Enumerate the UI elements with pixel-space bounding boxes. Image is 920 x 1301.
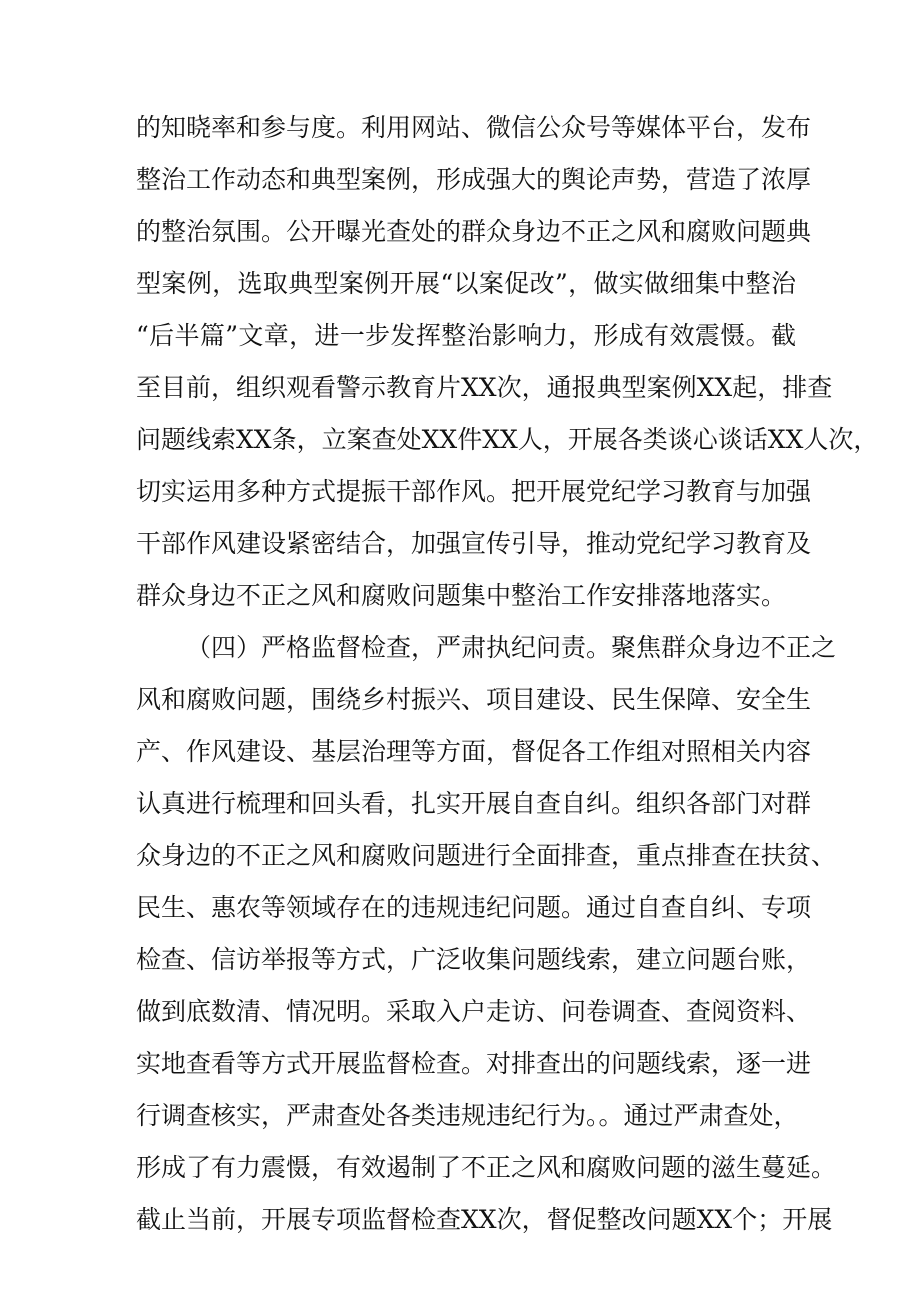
paragraph-line: 干部作风建设紧密结合，加强宣传引导，推动党纪学习教育及 (136, 529, 812, 558)
paragraph-line: 民生、惠农等领域存在的违规违纪问题。通过自查自纠、专项 (136, 893, 812, 922)
section-heading-line: （四）严格监督检查，严肃执纪问责。聚焦群众身边不正之 (186, 633, 837, 662)
paragraph-line: 问题线索XX条，立案查处XX件XX人，开展各类谈心谈话XX人次， (136, 425, 879, 454)
paragraph-line-last: 群众身边不正之风和腐败问题集中整治工作安排落地落实。 (136, 581, 787, 610)
paragraph-line: 截止当前，开展专项监督检查XX次，督促整改问题XX个；开展 (136, 1205, 833, 1234)
paragraph-line: 的整治氛围。公开曝光查处的群众身边不正之风和腐败问题典 (136, 217, 812, 246)
paragraph-line: 形成了有力震慑，有效遏制了不正之风和腐败问题的滋生蔓延。 (136, 1153, 837, 1182)
paragraph-line: 检查、信访举报等方式，广泛收集问题线索，建立问题台账， (136, 945, 812, 974)
paragraph-line: 整治工作动态和典型案例，形成强大的舆论声势，营造了浓厚 (136, 165, 812, 194)
paragraph-line: 做到底数清、情况明。采取入户走访、问卷调查、查阅资料、 (136, 997, 812, 1026)
paragraph-line: 切实运用多种方式提振干部作风。把开展党纪学习教育与加强 (136, 477, 812, 506)
paragraph-line: 风和腐败问题，围绕乡村振兴、项目建设、民生保障、安全生 (136, 685, 812, 714)
paragraph-line: 型案例，选取典型案例开展“以案促改”，做实做细集中整治 (136, 269, 796, 298)
paragraph-line: 产、作风建设、基层治理等方面，督促各工作组对照相关内容 (136, 737, 812, 766)
paragraph-line: “后半篇”文章，进一步发挥整治影响力，形成有效震慑。截 (136, 321, 796, 350)
paragraph-line: 的知晓率和参与度。利用网站、微信公众号等媒体平台，发布 (136, 113, 812, 142)
paragraph-line: 至目前，组织观看警示教育片XX次，通报典型案例XX起，排查 (136, 373, 833, 402)
paragraph-line: 认真进行梳理和回头看，扎实开展自查自纠。组织各部门对群 (136, 789, 812, 818)
paragraph-line: 众身边的不正之风和腐败问题进行全面排查，重点排查在扶贫、 (136, 841, 837, 870)
paragraph-line: 行调查核实，严肃查处各类违规违纪行为。。通过严肃查处， (136, 1101, 799, 1130)
paragraph-line: 实地查看等方式开展监督检查。对排查出的问题线索，逐一进 (136, 1049, 812, 1078)
